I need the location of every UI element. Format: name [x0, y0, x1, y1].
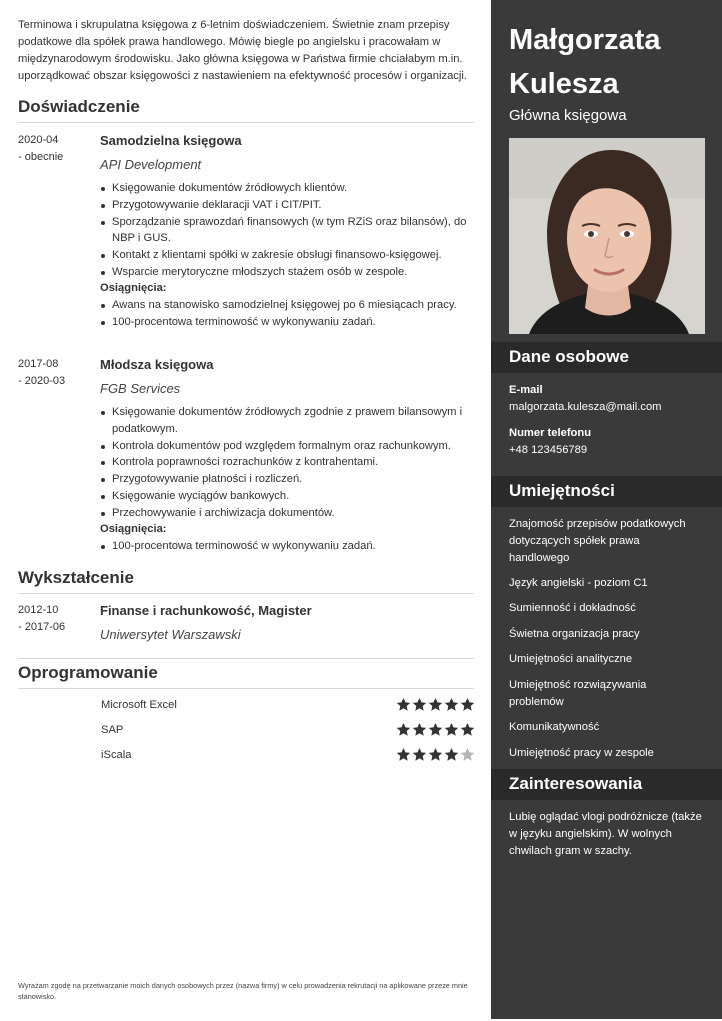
skill-item: Świetna organizacja pracy	[509, 628, 640, 640]
list-item: Sporządzanie sprawozdań finansowych (w tym RZiS oraz bilansów), do NBP i GUS.	[100, 214, 470, 248]
achievements-label: Osiągnięcia:	[100, 282, 167, 294]
achievements-label: Osiągnięcia:	[100, 523, 167, 535]
star-filled-icon	[444, 747, 459, 762]
skills-heading: Umiejętności	[509, 481, 615, 500]
rating-stars	[396, 697, 475, 712]
list-item: 100-procentowa terminowość w wykonywaniu zadań.	[100, 538, 470, 555]
software-row	[101, 722, 475, 740]
software-row	[101, 747, 475, 765]
list-item: Awans na stanowisko samodzielnej księgowej po 6 miesiącach pracy.	[100, 297, 470, 314]
education-date-start: 2012-10	[18, 604, 59, 616]
job-achievements	[100, 538, 470, 555]
section-divider	[18, 593, 474, 594]
section-divider	[18, 688, 474, 689]
job-title: Samodzielna księgowa	[100, 133, 242, 148]
phone-label: Numer telefonu	[509, 427, 592, 439]
list-item: Przygotowywanie płatności i rozliczeń.	[100, 471, 470, 488]
email-value[interactable]: malgorzata.kulesza@mail.com	[509, 401, 662, 413]
job-title: Młodsza księgowa	[100, 357, 214, 372]
last-name: Kulesza	[509, 68, 619, 100]
job-date-start: 2020-04	[18, 134, 59, 146]
star-filled-icon	[412, 722, 427, 737]
education-degree: Finanse i rachunkowość, Magister	[100, 603, 312, 618]
interests-heading: Zainteresowania	[509, 774, 643, 793]
software-row	[101, 697, 475, 715]
skill-item: Umiejętność rozwiązywania problemów	[509, 679, 647, 708]
star-filled-icon	[412, 747, 427, 762]
list-item: Wsparcie merytoryczne młodszych stażem osób w zespole.	[100, 264, 470, 281]
star-filled-icon	[396, 722, 411, 737]
job-role: Główna księgowa	[509, 107, 627, 124]
experience-heading: Doświadczenie	[18, 97, 140, 116]
star-filled-icon	[428, 747, 443, 762]
software-name: Microsoft Excel	[101, 699, 177, 711]
email-label: E-mail	[509, 384, 543, 396]
list-item: Kontrola poprawności rozrachunków z kontrahentami.	[100, 454, 470, 471]
education-date-end: - 2017-06	[18, 621, 66, 633]
first-name: Małgorzata	[509, 24, 661, 56]
skill-item: Język angielski - poziom C1	[509, 577, 648, 589]
phone-value[interactable]: +48 123456789	[509, 444, 588, 456]
star-filled-icon	[460, 697, 475, 712]
section-band	[491, 769, 722, 800]
section-divider	[18, 658, 474, 659]
list-item: Księgowanie dokumentów źródłowych klientów.	[100, 180, 470, 197]
portrait-image	[509, 138, 705, 334]
gdpr-consent: Wyrażam zgodę na przetwarzanie moich danych osobowych przez (nazwa firmy) w celu prowadzenia rekrutacji na aplikowane przeze mnie stanowisko.	[18, 981, 468, 1001]
list-item: Przechowywanie i archiwizacja dokumentów.	[100, 505, 470, 522]
section-band	[491, 342, 722, 373]
skill-item: Znajomość przepisów podatkowych dotyczących spółek prawa handlowego	[509, 518, 686, 564]
rating-stars	[396, 722, 475, 737]
star-filled-icon	[428, 722, 443, 737]
job-duties	[100, 180, 470, 281]
star-filled-icon	[412, 697, 427, 712]
software-heading: Oprogramowanie	[18, 663, 158, 682]
star-filled-icon	[444, 697, 459, 712]
personal-heading: Dane osobowe	[509, 347, 629, 366]
software-name: SAP	[101, 724, 124, 736]
education-school: Uniwersytet Warszawski	[100, 627, 241, 642]
list-item: Kontakt z klientami spółki w zakresie obsługi finansowo-księgowej.	[100, 247, 470, 264]
list-item: Przygotowywanie deklaracji VAT i CIT/PIT.	[100, 197, 470, 214]
skill-item: Komunikatywność	[509, 721, 600, 733]
list-item: Kontrola dokumentów pod względem formalnym oraz rachunkowym.	[100, 438, 470, 455]
job-date-end: - 2020-03	[18, 375, 66, 387]
job-company: FGB Services	[100, 381, 181, 396]
rating-stars	[396, 747, 475, 762]
summary-text: Terminowa i skrupulatna księgowa z 6-letnim doświadczeniem. Świetnie znam przepisy podatkowe dla spółek prawa handlowego. Mówię biegle po angielsku i pracowałam w międzynarodowym środowisku. Jako główna księgowa w Państwa firmie chciałabym m.in. uporządkować obszar księgowości z nastawieniem na efektywność procesów i organizacji.	[18, 19, 467, 82]
star-empty-icon	[460, 747, 475, 762]
interests-text: Lubię oglądać vlogi podróżnicze (także w języku angielskim). W wolnych chwilach gram w szachy.	[509, 811, 702, 857]
education-heading: Wykształcenie	[18, 568, 134, 587]
list-item: Księgowanie dokumentów źródłowych zgodnie z prawem bilansowym i podatkowym.	[100, 404, 470, 438]
job-date-end: - obecnie	[18, 151, 64, 163]
list-item: 100-procentowa terminowość w wykonywaniu zadań.	[100, 314, 470, 331]
section-band	[491, 476, 722, 507]
star-filled-icon	[460, 722, 475, 737]
section-divider	[18, 122, 474, 123]
star-filled-icon	[444, 722, 459, 737]
star-filled-icon	[428, 697, 443, 712]
skill-item: Umiejętności analityczne	[509, 653, 633, 665]
job-achievements	[100, 297, 470, 331]
job-date-start: 2017-08	[18, 358, 59, 370]
sidebar	[491, 0, 722, 1019]
job-company: API Development	[100, 157, 202, 172]
skill-item: Sumienność i dokładność	[509, 602, 636, 614]
star-filled-icon	[396, 697, 411, 712]
star-filled-icon	[396, 747, 411, 762]
profile-photo	[509, 138, 705, 334]
job-duties	[100, 404, 470, 522]
list-item: Księgowanie wyciągów bankowych.	[100, 488, 470, 505]
full-name	[509, 18, 660, 106]
software-name: iScala	[101, 749, 132, 761]
skill-item: Umiejętność pracy w zespole	[509, 747, 654, 759]
